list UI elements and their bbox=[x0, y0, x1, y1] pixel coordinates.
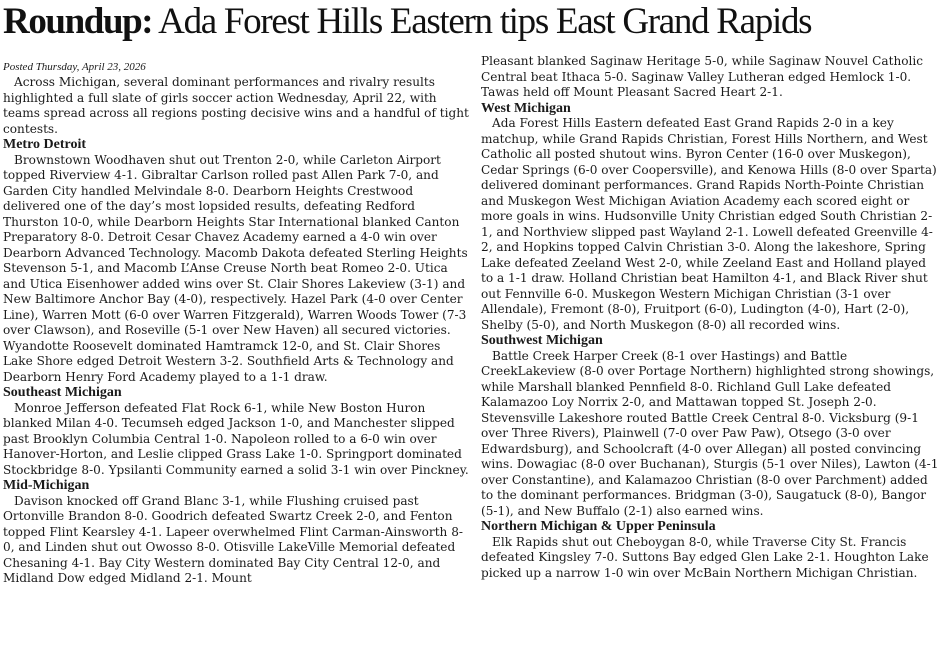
section-heading-southwest-michigan: Southwest Michigan bbox=[481, 333, 603, 348]
section-body-metro-detroit: Brownstown Woodhaven shut out Trenton 2-0, while Carleton Airport topped Riverview 4-1. Gibraltar Carlson rolled past Allen Park 7-0, and Garden City handled Melvindale 8-0. Dearborn Heights Crestwood delivered one of the day’s most lopsided results, defeating Redford Thurston 10-0, while Dearborn Heights Star International blanked Canton Preparatory 8-0. Detroit Cesar Chavez Academy earned a 4-0 win over Dearborn Advanced Technology. Macomb Dakota defeated Sterling Heights Stevenson 5-1, and Macomb L’Anse Creuse North beat Romeo 2-0. Utica and Utica Eisenhower added wins over St. Clair Shores Lakeview (3-1) and New Baltimore Anchor Bay (4-0), respectively. Hazel Park (4-0 over Center Line), Warren Mott (6-0 over Warren Fitzgerald), Warren Woods Tower (7-3 over Clawson), and Roseville (5-1 over New Haven) all secured victories. Wyandotte Roosevelt dominated Hamtramck 12-0, and St. Clair Shores Lake Shore edged Detroit Western 3-2. Southfield Arts & Technology and Dearborn Henry Ford Academy played to a 1-1 draw. bbox=[3, 152, 468, 384]
section-body-southeast-michigan: Monroe Jefferson defeated Flat Rock 6-1, while New Boston Huron blanked Milan 4-0. Tecumseh edged Jackson 1-0, and Manchester slipped past Brooklyn Columbia Central 1-0. Napoleon rolled to a 6-0 win over Hanover-Horton, and Leslie clipped Grass Lake 1-0. Springport dominated Stockbridge 8-0. Ypsilanti Community earned a solid 3-1 win over Pinckney. bbox=[3, 400, 469, 477]
section-body-west-michigan: Ada Forest Hills Eastern defeated East Grand Rapids 2-0 in a key matchup, while Grand Rapids Christian, Forest Hills Northern, and West Catholic all posted shutout wins. Byron Center (16-0 over Muskegon), Cedar Springs (6-0 over Coopersville), and Kenowa Hills (8-0 over Sparta) delivered dominant performances. Grand Rapids North-Pointe Christian and Muskegon West Michigan Aviation Academy each scored eight or more goals in wins. Hudsonville Unity Christian edged South Christian 2-1, and Northview slipped past Wayland 2-1. Lowell defeated Greenville 4-2, and Hopkins topped Calvin Christian 3-0. Along the lakeshore, Spring Lake defeated Zeeland West 2-0, while Zeeland East and Holland played to a 1-1 draw. Holland Christian beat Hamilton 4-1, and Black River shut out Fennville 6-0. Muskegon Western Michigan Christian (3-1 over Allendale), Fremont (8-0), Fruitport (6-0), Ludington (4-0), Hart (2-0), Shelby (5-0), and North Muskegon (8-0) all recorded wins. bbox=[481, 116, 937, 332]
section-heading-metro-detroit: Metro Detroit bbox=[3, 137, 87, 152]
section-body-southwest-michigan: Battle Creek Harper Creek (8-1 over Hastings) and Battle CreekLakeview (8-0 over Portage Northern) highlighted strong showings, while Marshall blanked Pennfield 8-0. Richland Gull Lake defeated Kalamazoo Loy Norrix 2-0, and Mattawan topped St. Joseph 2-0. Stevensville Lakeshore routed Battle Creek Central 8-0. Vicksburg (9-1 over Three Rivers), Plainwell (7-0 over Paw Paw), Otsego (3-0 over Edwardsburg), and Schoolcraft (4-0 over Allegan) all posted convincing wins. Dowagiac (8-0 over Buchanan), Sturgis (5-1 over Niles), Lawton (4-1 over Constantine), and Kalamazoo Christian (8-0 over Parchment) added to the dominant performances. Bridgman (3-0), Saugatuck (8-0), Bangor (5-1), and New Buffalo (2-1) also earned wins. bbox=[481, 348, 939, 518]
intro-paragraph: Across Michigan, several dominant performances and rivalry results highlighted a full slate of girls soccer action Wednesday, April 22, with teams spread across all regions posting decisive wins and a handful of tight contests. bbox=[3, 75, 469, 136]
headline-title: Ada Forest Hills Eastern tips East Grand Rapids bbox=[152, 1, 812, 42]
section-heading-mid-michigan: Mid-Michigan bbox=[3, 478, 90, 493]
section-body-mid-michigan-continued: Pleasant blanked Saginaw Heritage 5-0, while Saginaw Nouvel Catholic Central beat Ithaca 5-0. Saginaw Valley Lutheran edged Hemlock 1-0. Tawas held off Mount Pleasant Sacred Heart 2-1. bbox=[481, 54, 924, 99]
headline-kicker: Roundup: bbox=[3, 1, 153, 42]
section-heading-northern-michigan: Northern Michigan & Upper Peninsula bbox=[481, 519, 716, 534]
section-heading-southeast-michigan: Southeast Michigan bbox=[3, 385, 122, 400]
section-body-mid-michigan: Davison knocked off Grand Blanc 3-1, while Flushing cruised past Ortonville Brandon 8-0. Goodrich defeated Swartz Creek 2-0, and Fenton topped Flint Kearsley 4-1. Lapeer overwhelmed Flint Carman-Ainsworth 8-0, and Linden shut out Owosso 8-0. Otisville LakeVille Memorial defeated Chesaning 4-1. Bay City Western dominated Bay City Central 12-0, and Midland Dow edged Midland 2-1. Mount bbox=[3, 493, 463, 585]
section-body-northern-michigan: Elk Rapids shut out Cheboygan 8-0, while Traverse City St. Francis defeated Kingsley 7-0. Suttons Bay edged Glen Lake 2-1. Houghton Lake picked up a narrow 1-0 win over McBain Northern Michigan Christian. bbox=[481, 534, 929, 580]
article-column-right bbox=[481, 54, 939, 581]
article-column-left bbox=[3, 60, 471, 587]
dateline: Posted Thursday, April 23, 2026 bbox=[3, 61, 146, 73]
headline bbox=[3, 0, 937, 44]
section-heading-west-michigan: West Michigan bbox=[481, 100, 571, 116]
